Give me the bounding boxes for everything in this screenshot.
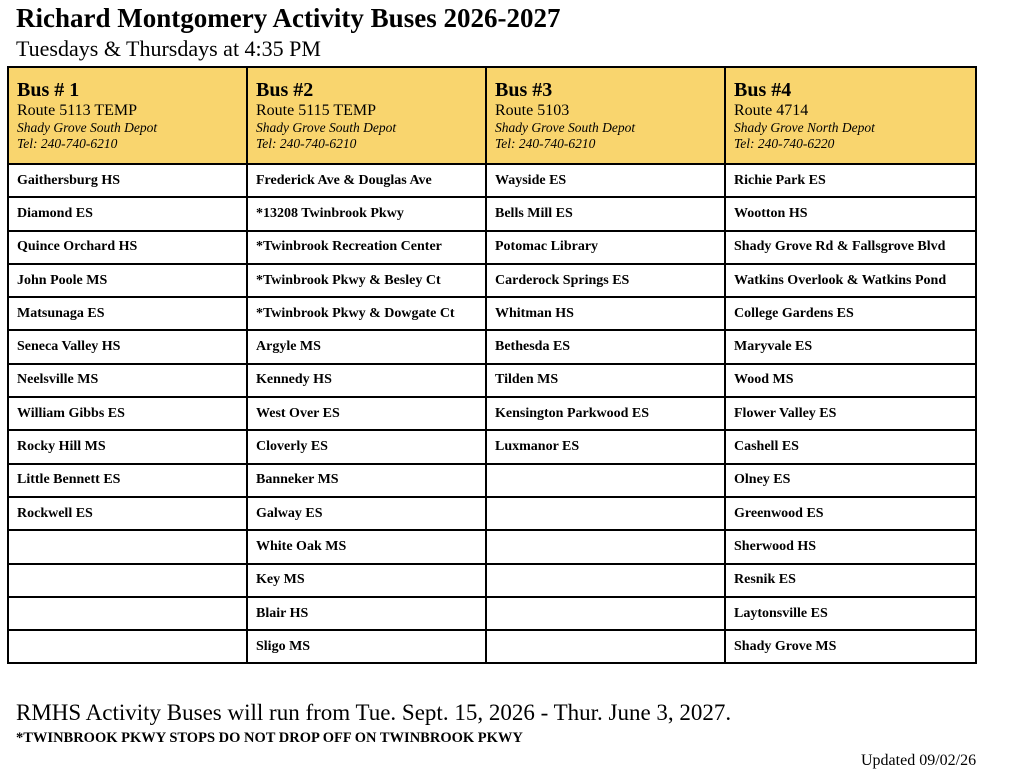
stop-cell xyxy=(725,264,976,297)
stop-cell xyxy=(725,197,976,230)
stop-cell xyxy=(247,397,486,430)
bus-name: Bus #3 xyxy=(495,79,553,101)
stop-cell xyxy=(486,597,725,630)
stop-cell xyxy=(8,364,247,397)
stop-cell xyxy=(486,397,725,430)
table-row xyxy=(8,330,976,363)
bus-depot: Shady Grove South Depot xyxy=(495,120,636,135)
stop-cell xyxy=(725,530,976,563)
stop-name: Tilden MS xyxy=(495,372,559,388)
stop-cell xyxy=(247,530,486,563)
stop-cell xyxy=(486,364,725,397)
stop-name: Rockwell ES xyxy=(17,505,93,521)
stop-name: Frederick Ave & Douglas Ave xyxy=(256,172,432,188)
stop-name: White Oak MS xyxy=(256,538,347,554)
stop-cell xyxy=(725,231,976,264)
stop-name: Key MS xyxy=(256,572,305,588)
stop-name: Maryvale ES xyxy=(734,339,813,355)
stop-cell xyxy=(8,197,247,230)
stop-name: Whitman HS xyxy=(495,305,574,321)
bus-phone: Tel: 240-740-6210 xyxy=(17,136,118,151)
stop-cell xyxy=(486,497,725,530)
stop-name: Resnik ES xyxy=(734,572,796,588)
stop-name: *Twinbrook Recreation Center xyxy=(256,239,442,255)
stop-name: Wayside ES xyxy=(495,172,567,188)
stop-name: Rocky Hill MS xyxy=(17,439,106,455)
stop-cell xyxy=(486,430,725,463)
stop-cell xyxy=(247,497,486,530)
stop-name: Gaithersburg HS xyxy=(17,172,121,188)
stop-name: Kensington Parkwood ES xyxy=(495,405,650,421)
stop-cell xyxy=(247,264,486,297)
stop-cell xyxy=(247,297,486,330)
stop-cell xyxy=(725,364,976,397)
table-row xyxy=(8,564,976,597)
stop-name: Shady Grove MS xyxy=(734,638,837,654)
stop-cell xyxy=(247,231,486,264)
bus-phone: Tel: 240-740-6220 xyxy=(734,136,835,151)
stop-name: Argyle MS xyxy=(256,339,321,355)
stop-cell xyxy=(486,530,725,563)
stop-cell xyxy=(8,630,247,663)
stop-cell xyxy=(8,264,247,297)
stop-name: Wood MS xyxy=(734,372,794,388)
stops-body xyxy=(8,164,976,663)
stop-name: Flower Valley ES xyxy=(734,405,837,421)
stop-cell xyxy=(247,464,486,497)
stop-name: John Poole MS xyxy=(17,272,108,288)
stop-name: Kennedy HS xyxy=(256,372,332,388)
stop-name: *Twinbrook Pkwy & Besley Ct xyxy=(256,272,441,288)
stop-cell xyxy=(725,297,976,330)
stop-cell xyxy=(8,430,247,463)
stop-name: Neelsville MS xyxy=(17,372,99,388)
stop-name: Carderock Springs ES xyxy=(495,272,630,288)
stop-name: Greenwood ES xyxy=(734,505,824,521)
bus-route: Route 4714 xyxy=(734,102,809,119)
bus-1-header xyxy=(8,67,247,164)
stop-cell xyxy=(725,430,976,463)
table-row xyxy=(8,297,976,330)
stop-name: Matsunaga ES xyxy=(17,305,105,321)
bus-schedule-table xyxy=(7,66,977,664)
stop-cell xyxy=(486,464,725,497)
stop-name: William Gibbs ES xyxy=(17,405,125,421)
table-row xyxy=(8,164,976,197)
stop-cell xyxy=(247,564,486,597)
page-title: Richard Montgomery Activity Buses 2026-2027 xyxy=(16,3,561,33)
stop-name: Sligo MS xyxy=(256,638,311,654)
stop-name: Bethesda ES xyxy=(495,339,571,355)
stop-name: Olney ES xyxy=(734,472,791,488)
twinbrook-note: *TWINBROOK PKWY STOPS DO NOT DROP OFF ON TWINBROOK PKWY xyxy=(16,730,523,746)
stop-cell xyxy=(486,297,725,330)
table-row xyxy=(8,530,976,563)
stop-name: Laytonsville ES xyxy=(734,605,828,621)
stop-name: Bells Mill ES xyxy=(495,205,573,221)
stop-cell xyxy=(725,630,976,663)
table-row xyxy=(8,597,976,630)
schedule-subtitle: Tuesdays & Thursdays at 4:35 PM xyxy=(16,36,321,61)
stop-cell xyxy=(247,164,486,197)
stop-cell xyxy=(725,564,976,597)
stop-cell xyxy=(725,597,976,630)
stop-cell xyxy=(247,197,486,230)
stop-cell xyxy=(8,397,247,430)
stop-name: Luxmanor ES xyxy=(495,439,580,455)
stop-cell xyxy=(725,330,976,363)
stop-cell xyxy=(247,630,486,663)
table-row xyxy=(8,497,976,530)
stop-cell xyxy=(486,564,725,597)
table-row xyxy=(8,197,976,230)
stop-cell xyxy=(8,530,247,563)
stop-cell xyxy=(725,397,976,430)
bus-depot: Shady Grove South Depot xyxy=(17,120,158,135)
stop-name: Wootton HS xyxy=(734,205,808,221)
table-row xyxy=(8,264,976,297)
bus-3-header xyxy=(486,67,725,164)
stop-cell xyxy=(486,630,725,663)
stop-name: Banneker MS xyxy=(256,472,339,488)
stop-cell xyxy=(486,231,725,264)
stop-name: Shady Grove Rd & Fallsgrove Blvd xyxy=(734,239,946,255)
stop-name: Watkins Overlook & Watkins Pond xyxy=(734,272,947,288)
bus-phone: Tel: 240-740-6210 xyxy=(495,136,596,151)
stop-name: Sherwood HS xyxy=(734,538,817,554)
stop-cell xyxy=(8,464,247,497)
stop-name: Seneca Valley HS xyxy=(17,339,121,355)
bus-name: Bus # 1 xyxy=(17,79,80,101)
stop-cell xyxy=(8,597,247,630)
stop-cell xyxy=(725,497,976,530)
bus-phone: Tel: 240-740-6210 xyxy=(256,136,357,151)
stop-name: Cashell ES xyxy=(734,439,799,455)
stop-cell xyxy=(486,330,725,363)
bus-route: Route 5115 TEMP xyxy=(256,102,377,119)
bus-route: Route 5113 TEMP xyxy=(17,102,138,119)
stop-cell xyxy=(486,264,725,297)
stop-name: *Twinbrook Pkwy & Dowgate Ct xyxy=(256,305,455,321)
stop-name: Richie Park ES xyxy=(734,172,826,188)
stop-cell xyxy=(725,464,976,497)
updated-date: Updated 09/02/26 xyxy=(861,752,977,769)
stop-cell xyxy=(486,164,725,197)
table-row xyxy=(8,430,976,463)
bus-4-header xyxy=(725,67,976,164)
stop-cell xyxy=(247,364,486,397)
stop-cell xyxy=(8,330,247,363)
table-row xyxy=(8,231,976,264)
table-row xyxy=(8,464,976,497)
table-row xyxy=(8,364,976,397)
stop-name: Diamond ES xyxy=(17,205,93,221)
table-row xyxy=(8,630,976,663)
bus-depot: Shady Grove South Depot xyxy=(256,120,397,135)
stop-name: Cloverly ES xyxy=(256,439,328,455)
stop-name: Blair HS xyxy=(256,605,309,621)
stop-name: West Over ES xyxy=(256,405,340,421)
stop-cell xyxy=(486,197,725,230)
stop-name: College Gardens ES xyxy=(734,305,854,321)
bus-depot: Shady Grove North Depot xyxy=(734,120,875,135)
stop-name: Little Bennett ES xyxy=(17,472,121,488)
bus-header-row xyxy=(8,67,976,164)
table-row xyxy=(8,397,976,430)
stop-cell xyxy=(725,164,976,197)
stop-name: Potomac Library xyxy=(495,239,599,255)
bus-name: Bus #2 xyxy=(256,79,314,101)
run-dates-notice: RMHS Activity Buses will run from Tue. Sept. 15, 2026 - Thur. June 3, 2027. xyxy=(16,700,732,725)
stop-cell xyxy=(8,297,247,330)
stop-name: Quince Orchard HS xyxy=(17,239,138,255)
stop-cell xyxy=(8,564,247,597)
stop-cell xyxy=(8,164,247,197)
stop-cell xyxy=(8,231,247,264)
bus-2-header xyxy=(247,67,486,164)
stop-cell xyxy=(247,330,486,363)
stop-cell xyxy=(8,497,247,530)
bus-name: Bus #4 xyxy=(734,79,792,101)
stop-name: *13208 Twinbrook Pkwy xyxy=(256,205,404,221)
stop-cell xyxy=(247,597,486,630)
bus-route: Route 5103 xyxy=(495,102,570,119)
stop-name: Galway ES xyxy=(256,505,323,521)
stop-cell xyxy=(247,430,486,463)
